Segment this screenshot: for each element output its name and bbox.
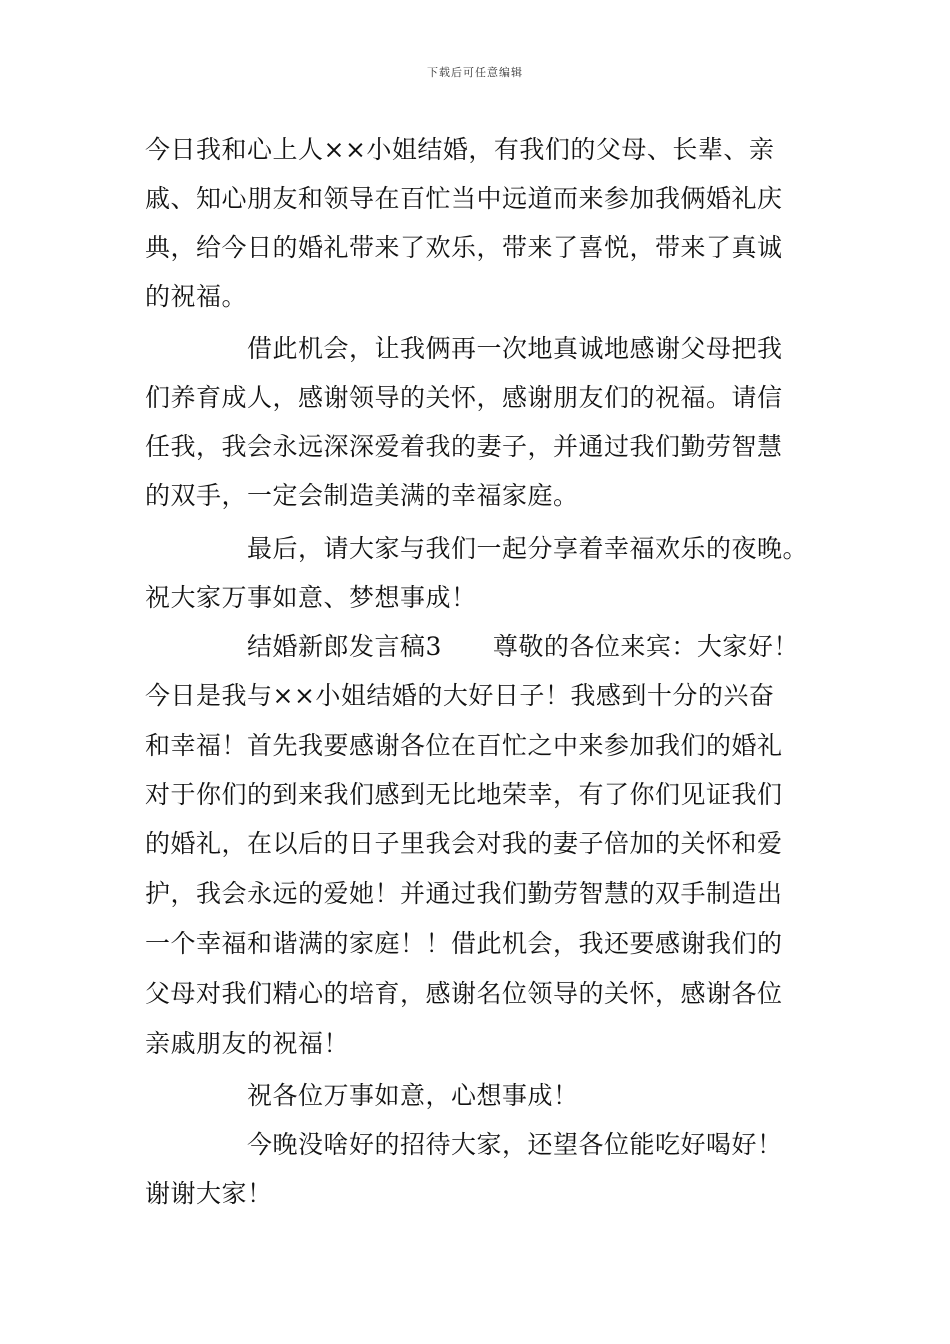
text-line: 典，给今日的婚礼带来了欢乐，带来了喜悦，带来了真诚 [145, 233, 783, 262]
text-line: 一个幸福和谐满的家庭！！借此机会，我还要感谢我们的 [145, 929, 783, 958]
text-line: 结婚新郎发言稿3 尊敬的各位来宾：大家好！ [247, 632, 799, 661]
text-line: 今日我和心上人××小姐结婚，有我们的父母、长辈、亲 [145, 135, 775, 164]
text-line: 护，我会永远的爱她！并通过我们勤劳智慧的双手制造出 [145, 879, 783, 908]
text-line: 谢谢大家！ [145, 1179, 273, 1208]
text-line: 父母对我们精心的培育，感谢名位领导的关怀，感谢各位 [145, 979, 783, 1008]
text-line: 的婚礼，在以后的日子里我会对我的妻子倍加的关怀和爱 [145, 829, 783, 858]
text-line: 亲戚朋友的祝福！ [145, 1029, 350, 1058]
text-line: 的祝福。 [145, 282, 248, 311]
text-line: 祝各位万事如意，心想事成！ [247, 1081, 579, 1110]
text-line: 的双手，一定会制造美满的幸福家庭。 [145, 481, 579, 510]
page-header: 下载后可任意编辑 [427, 66, 523, 79]
text-line: 最后，请大家与我们一起分享着幸福欢乐的夜晚。 [247, 534, 809, 563]
text-line: 借此机会，让我俩再一次地真诚地感谢父母把我 [247, 334, 783, 363]
text-line: 对于你们的到来我们感到无比地荣幸，有了你们见证我们 [145, 780, 783, 809]
text-line: 今晚没啥好的招待大家，还望各位能吃好喝好！ [247, 1130, 783, 1159]
text-line: 戚、知心朋友和领导在百忙当中远道而来参加我俩婚礼庆 [145, 184, 783, 213]
text-line: 任我，我会永远深深爱着我的妻子，并通过我们勤劳智慧 [145, 432, 783, 461]
text-line: 们养育成人，感谢领导的关怀，感谢朋友们的祝福。请信 [145, 383, 783, 412]
text-line: 祝大家万事如意、梦想事成！ [145, 583, 477, 612]
text-line: 今日是我与××小姐结婚的大好日子！我感到十分的兴奋 [145, 681, 775, 710]
text-line: 和幸福！首先我要感谢各位在百忙之中来参加我们的婚礼 [145, 731, 783, 760]
